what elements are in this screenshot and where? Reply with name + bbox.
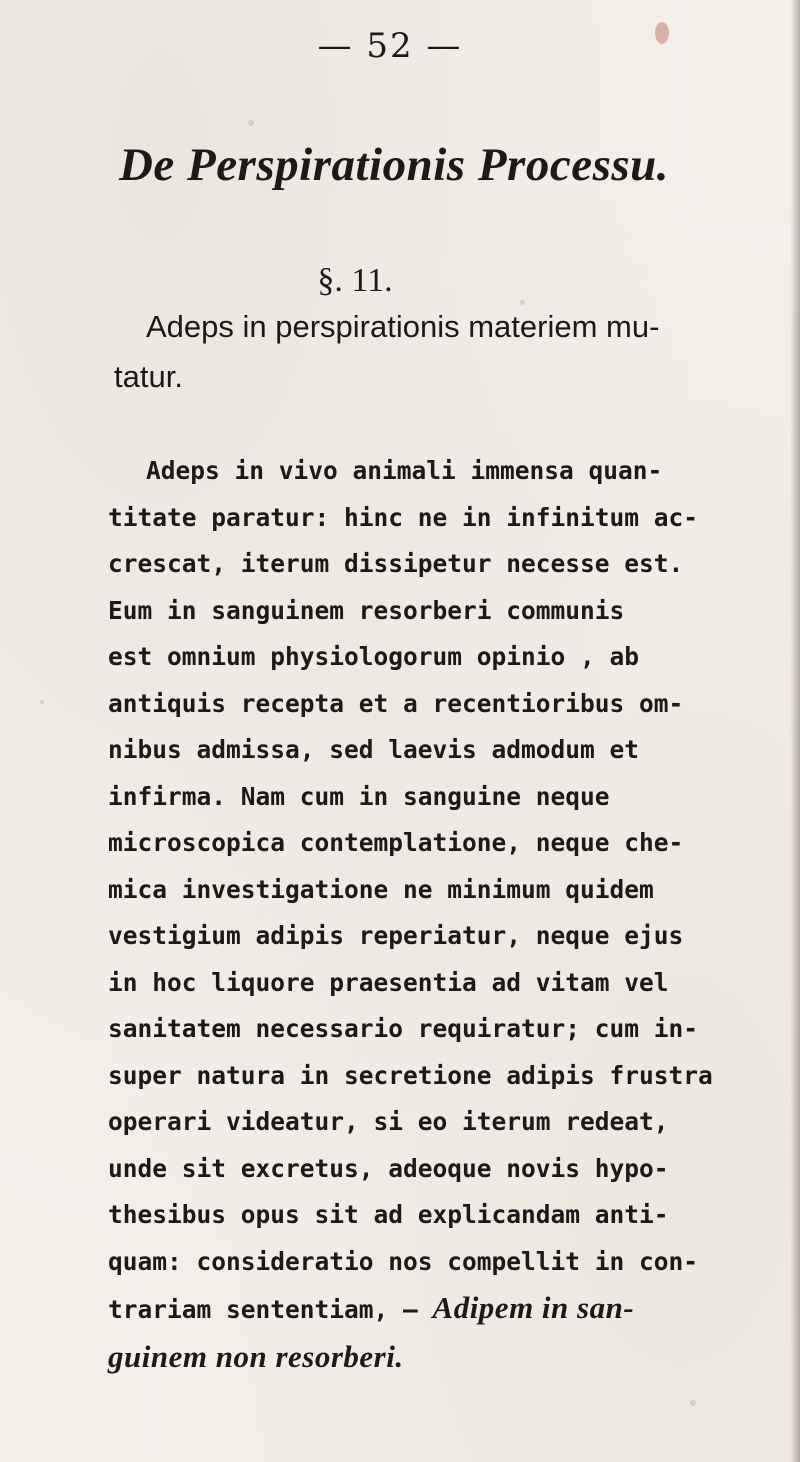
body-line: super natura in secretione adipis frustra	[108, 1060, 713, 1090]
body-line: operari videatur, si eo iterum redeat,	[108, 1107, 669, 1136]
body-line: titate paratur: hinc ne in infinitum ac-	[108, 502, 699, 532]
conclusion-italic: guinem non resorberi.	[108, 1338, 404, 1374]
body-line: est omnium physiologorum opinio , ab	[108, 642, 640, 671]
paper-speck	[655, 22, 669, 44]
body-line	[108, 1334, 768, 1383]
body-line: nibus admissa, sed laevis admodum et	[108, 735, 640, 764]
paper-speck	[690, 1400, 696, 1406]
body-line	[108, 1285, 768, 1334]
body-paragraph	[108, 448, 768, 1382]
thesis-line: tatur.	[114, 359, 183, 394]
body-line: antiquis recepta et a recentioribus om-	[108, 688, 684, 718]
body-line: in hoc liquore praesentia ad vitam vel	[108, 967, 669, 997]
section-thesis	[114, 302, 774, 402]
body-line: Adeps in vivo animali immensa quan-	[146, 456, 663, 485]
paper-speck	[40, 700, 44, 704]
page-number: — 52 —	[317, 26, 463, 66]
body-line: crescat, iterum dissipetur necesse est.	[108, 549, 684, 578]
body-line: microscopica contemplatione, neque che-	[108, 828, 684, 857]
chapter-heading: De Perspirationis Processu.	[118, 139, 670, 191]
paper-speck	[248, 120, 254, 126]
body-line: infirma. Nam cum in sanguine neque	[108, 781, 610, 811]
section-number: §. 11.	[317, 262, 393, 299]
thesis-line: Adeps in perspirationis materiem mu-	[146, 309, 660, 344]
body-line: unde sit excretus, adeoque novis hypo-	[108, 1153, 669, 1183]
body-line: vestigium adipis reperiatur, neque ejus	[108, 921, 684, 950]
conclusion-italic: Adipem in san-	[432, 1290, 635, 1325]
page-edge-shadow	[790, 0, 800, 1462]
body-line-text: trariam sententiam, —	[108, 1295, 433, 1324]
body-line: quam: consideratio nos compellit in con-	[108, 1246, 699, 1276]
body-line: mica investigatione ne minimum quidem	[108, 874, 654, 904]
paper-speck	[520, 300, 525, 305]
body-line: sanitatem necessario requiratur; cum in-	[108, 1014, 699, 1043]
body-line: thesibus opus sit ad explicandam anti-	[108, 1200, 669, 1229]
body-line: Eum in sanguinem resorberi communis	[108, 595, 625, 625]
